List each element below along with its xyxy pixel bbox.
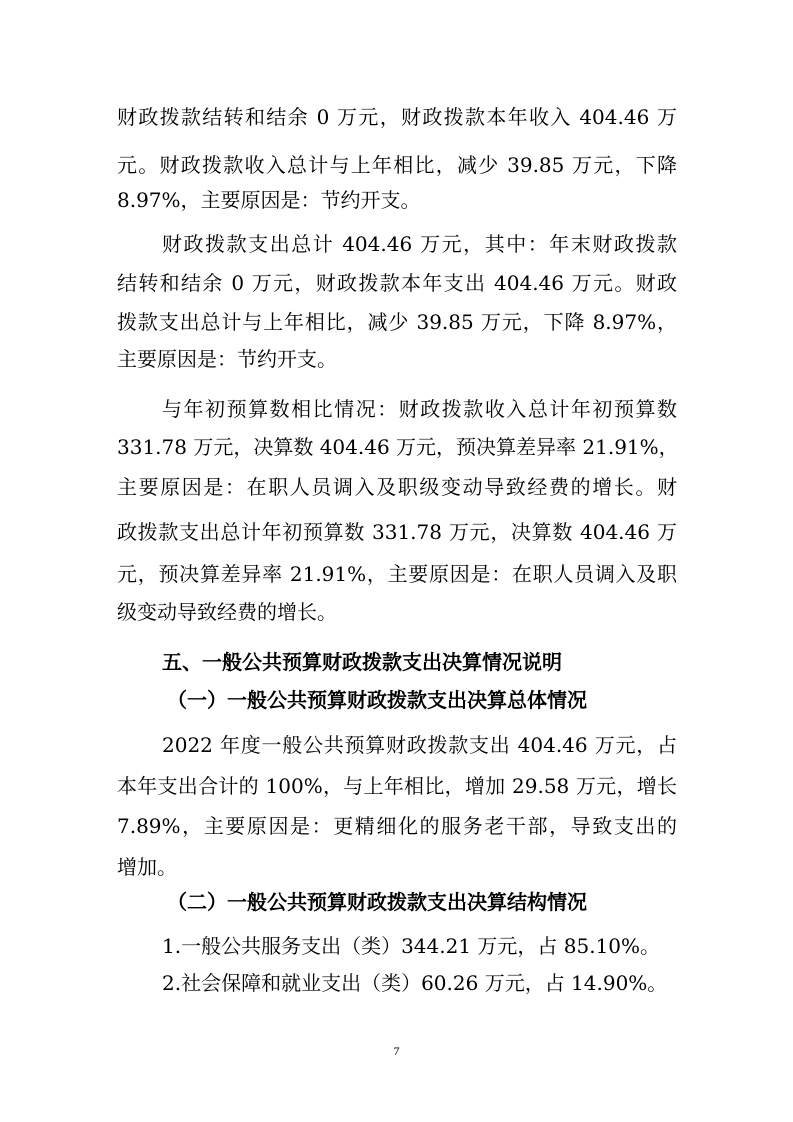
paragraph-line: 结转和结余 0 万元，财政拨款本年支出 404.46 万元。财政 bbox=[117, 271, 677, 295]
paragraph-line: 拨款支出总计与上年相比，减少 39.85 万元，下降 8.97%， bbox=[117, 310, 677, 334]
paragraph-line: 财政拨款支出总计 404.46 万元，其中：年末财政拨款 bbox=[162, 232, 677, 256]
paragraph-line: 主要原因是：在职人员调入及职级变动导致经费的增长。财 bbox=[117, 475, 677, 499]
paragraph-line: 政拨款支出总计年初预算数 331.78 万元，决算数 404.46 万 bbox=[117, 520, 677, 544]
paragraph-line: 增加。 bbox=[117, 855, 177, 879]
paragraph-line: 2022 年度一般公共预算财政拨款支出 404.46 万元，占 bbox=[162, 733, 677, 757]
list-item: 2.社会保障和就业支出（类）60.26 万元，占 14.90%。 bbox=[162, 971, 668, 995]
subsection-heading: （二）一般公共预算财政拨款支出决算结构情况 bbox=[167, 890, 587, 914]
paragraph-line: 级变动导致经费的增长。 bbox=[117, 600, 337, 624]
subsection-heading: （一）一般公共预算财政拨款支出决算总体情况 bbox=[167, 688, 587, 712]
paragraph-line: 本年支出合计的 100%，与上年相比，增加 29.58 万元，增长 bbox=[117, 774, 677, 798]
list-item: 1.一般公共服务支出（类）344.21 万元，占 85.10%。 bbox=[162, 934, 661, 958]
paragraph-line: 与年初预算数相比情况：财政拨款收入总计年初预算数 bbox=[162, 397, 677, 421]
paragraph-line: 元，预决算差异率 21.91%，主要原因是：在职人员调入及职 bbox=[117, 562, 677, 586]
paragraph-line: 财政拨款结转和结余 0 万元，财政拨款本年收入 404.46 万 bbox=[117, 105, 677, 129]
paragraph-line: 元。财政拨款收入总计与上年相比，减少 39.85 万元，下降 bbox=[117, 153, 677, 177]
section-heading: 五、一般公共预算财政拨款支出决算情况说明 bbox=[162, 650, 562, 674]
paragraph-line: 主要原因是：节约开支。 bbox=[117, 347, 337, 371]
paragraph-line: 7.89%，主要原因是：更精细化的服务老干部，导致支出的 bbox=[117, 814, 677, 838]
paragraph-line: 331.78 万元，决算数 404.46 万元，预决算差异率 21.91%， bbox=[117, 435, 679, 459]
page-number: 7 bbox=[393, 1044, 400, 1058]
paragraph-line: 8.97%，主要原因是：节约开支。 bbox=[117, 188, 421, 212]
